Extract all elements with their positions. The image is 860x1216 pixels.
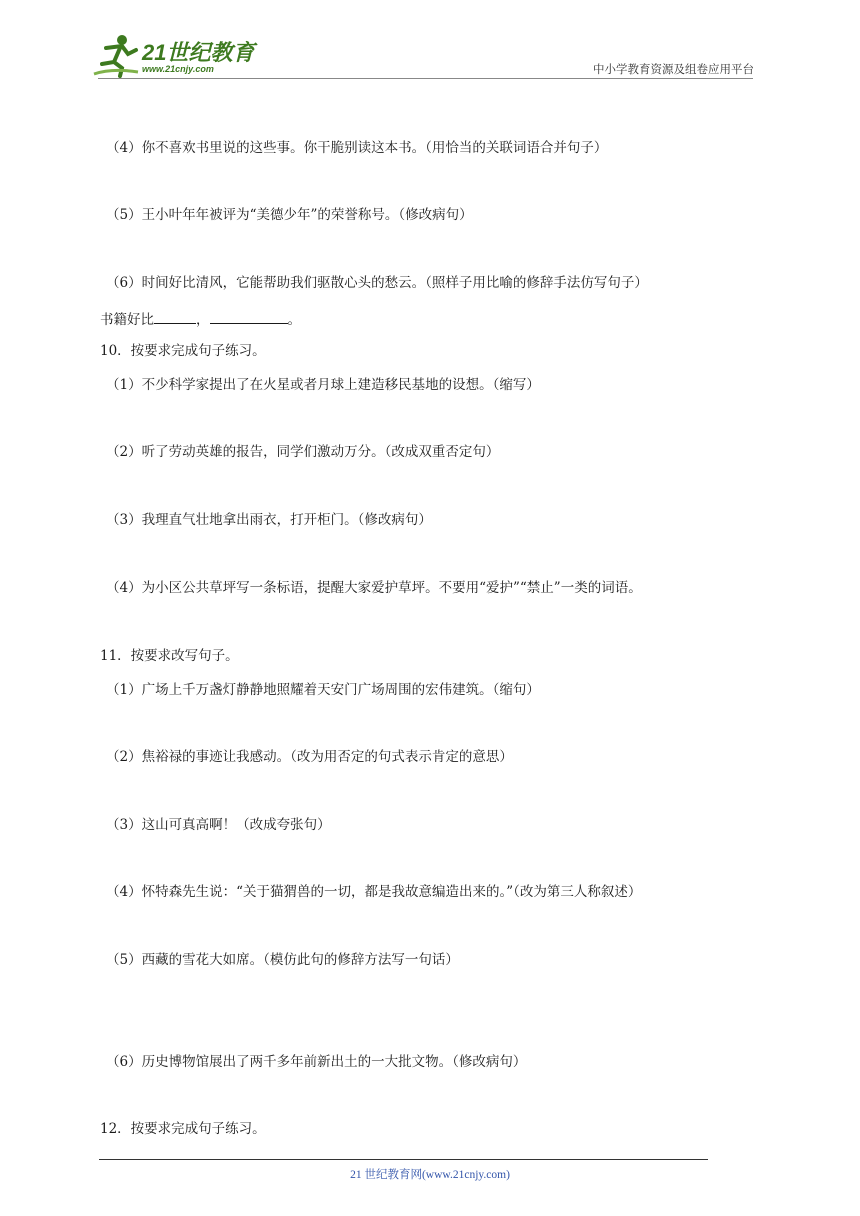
running-man-icon: [92, 34, 140, 80]
q10-item-1: （1）不少科学家提出了在火星或者月球上建造移民基地的设想。（缩写）: [106, 377, 540, 393]
q10-title: 10．按要求完成句子练习。: [100, 343, 266, 359]
page-header: [0, 0, 860, 90]
q9-item-6: （6）时间好比清风，它能帮助我们驱散心头的愁云。（照样子用比喻的修辞手法仿写句子）: [106, 275, 648, 291]
q10-item-4: （4）为小区公共草坪写一条标语，提醒大家爱护草坪。不要用“爱护”“禁止”一类的词语。: [106, 580, 642, 596]
logo-text: 21世纪教育: [142, 40, 255, 65]
header-divider: [98, 78, 753, 79]
footer-link[interactable]: 21 世纪教育网(www.21cnjy.com): [350, 1169, 510, 1181]
site-logo[interactable]: [92, 34, 262, 80]
fill-end: 。: [287, 312, 301, 328]
platform-name: 中小学教育资源及组卷应用平台: [593, 62, 754, 76]
q11-item-6: （6）历史博物馆展出了两千多年前新出土的一大批文物。（修改病句）: [106, 1054, 527, 1070]
fill-comma: ，: [196, 312, 210, 328]
q9-item-5: （5）王小叶年年被评为“美德少年”的荣誉称号。（修改病句）: [106, 207, 473, 223]
q11-item-1: （1）广场上千万盏灯静静地照耀着天安门广场周围的宏伟建筑。（缩句）: [106, 682, 540, 698]
logo-url: www.21cnjy.com: [142, 64, 214, 74]
q11-item-3: （3）这山可真高啊！（改成夸张句）: [106, 817, 331, 833]
q11-item-5: （5）西藏的雪花大如席。（模仿此句的修辞方法写一句话）: [106, 952, 459, 968]
q10-item-2: （2）听了劳动英雄的报告，同学们激动万分。（改成双重否定句）: [106, 444, 500, 460]
answer-blank-1[interactable]: [154, 309, 196, 324]
answer-blank-2[interactable]: [210, 309, 288, 324]
q11-item-2: （2）焦裕禄的事迹让我感动。（改为用否定的句式表示肯定的意思）: [106, 749, 513, 765]
q10-item-3: （3）我理直气壮地拿出雨衣，打开柜门。（修改病句）: [106, 512, 432, 528]
fill-prefix: 书籍好比: [100, 312, 154, 328]
q11-item-4: （4）怀特森先生说：“关于猫猬兽的一切，都是我故意编造出来的。”（改为第三人称叙述）: [106, 884, 642, 900]
q11-title: 11．按要求改写句子。: [100, 648, 239, 664]
q12-title: 12．按要求完成句子练习。: [100, 1121, 266, 1137]
footer-divider: [99, 1159, 708, 1160]
q9-item-4: （4）你不喜欢书里说的这些事。你干脆别读这本书。（用恰当的关联词语合并句子）: [106, 140, 608, 156]
q9-fill-line: [100, 309, 301, 329]
